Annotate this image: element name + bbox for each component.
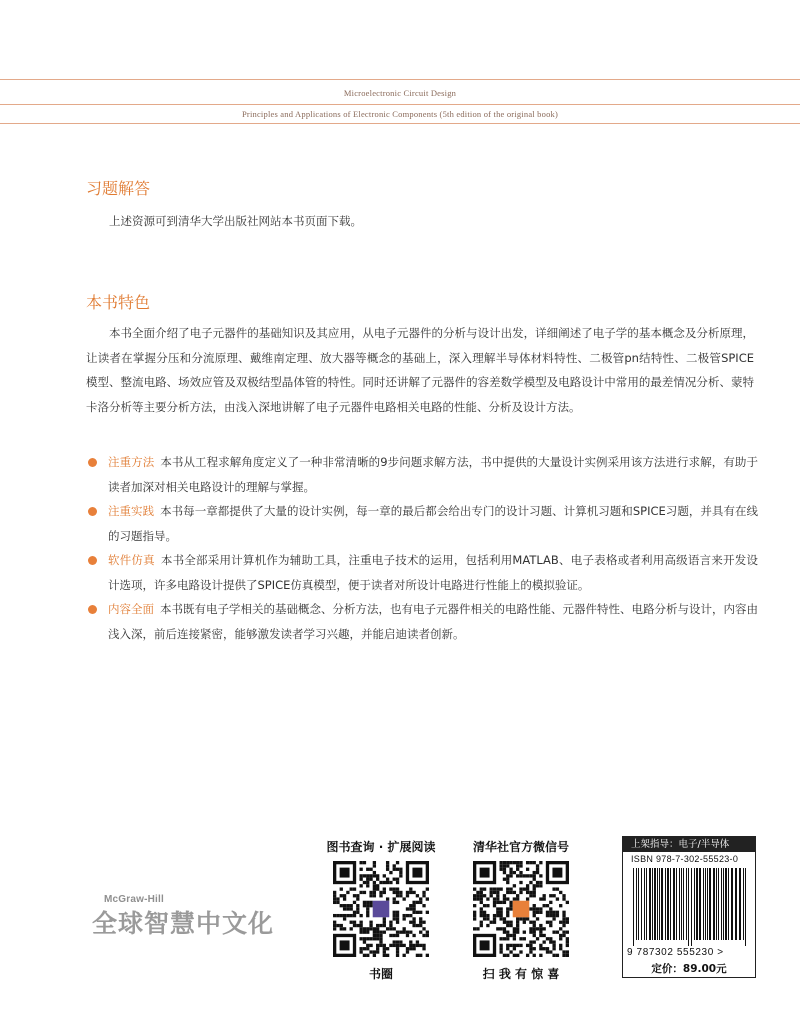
- qr-title: 清华社官方微信号: [472, 840, 569, 854]
- header-rule-top: [0, 79, 800, 80]
- section-title-answers: 习题解答: [86, 179, 151, 198]
- bullet-text: 本书从工程求解角度定义了一种非常清晰的9步问题求解方法，书中提供的大量设计实例采用该方法进行求解，有助于读者加深对相关电路设计的理解与掌握。: [108, 455, 759, 494]
- bullet-dot-icon: [88, 458, 97, 467]
- logo-chinese-slogan: 全球智慧中文化: [92, 909, 275, 938]
- barcode-icon: [629, 868, 751, 946]
- qr-code-icon: [333, 861, 429, 957]
- feature-bullet-list: [86, 450, 758, 646]
- bullet-keyword: 注重实践: [108, 504, 155, 518]
- bullet-keyword: 内容全面: [108, 602, 154, 616]
- mcgraw-hill-logo: McGraw-Hill: [104, 894, 164, 905]
- header-rule-middle: [0, 104, 800, 105]
- isbn-number: ISBN 978-7-302-55523-0: [631, 854, 739, 864]
- qr-caption: 书圈: [368, 967, 393, 981]
- header-rule-bottom: [0, 123, 800, 124]
- bullet-text: 本书每一章都提供了大量的设计实例，每一章的最后都会给出专门的设计习题、计算机习题和SPICE习题，并具有在线的习题指导。: [108, 504, 759, 543]
- bullet-dot-icon: [88, 507, 97, 516]
- bullet-text: 本书既有电子学相关的基础概念、分析方法，也有电子元器件相关的电路性能、元器件特性、电路分析与设计，内容由浅入深，前后连接紧密，能够激发读者学习兴趣，并能启迪读者创新。: [108, 602, 758, 641]
- qr-block-book-lookup: [316, 838, 446, 982]
- qr-block-wechat: [456, 838, 586, 982]
- qr-title: 图书查询 · 扩展阅读: [326, 840, 436, 854]
- qr-caption: 扫 我 有 惊 喜: [482, 967, 560, 981]
- bullet-text: 本书全部采用计算机作为辅助工具，注重电子技术的运用，包括利用MATLAB、电子表格或者利用高级语言来开发设计选项，许多电路设计提供了SPICE仿真模型，便于读者对所设计电路进行性能上的模拟验证。: [108, 553, 758, 592]
- bullet-dot-icon: [88, 556, 97, 565]
- bullet-keyword: 注重方法: [108, 455, 155, 469]
- price-label: 定价：89.00元: [651, 963, 727, 975]
- barcode-digits: 9 787302 555230 >: [627, 947, 724, 958]
- bullet-dot-icon: [88, 605, 97, 614]
- features-paragraph: 本书全面介绍了电子元器件的基础知识及其应用，从电子元器件的分析与设计出发，详细阐述了电子学的基本概念及分析原理，让读者在掌握分压和分流原理、戴维南定理、放大器等概念的基础上，深入理解半导体材料特性、二极管pn结特性、二极管SPICE模型、整流电路、场效应管及双极结型晶体管的特性。同时还讲解了元器件的容差数学模型及电路设计中常用的最差情况分析、蒙特卡洛分析等主要分析方法，由浅入深地讲解了电子元器件电路相关电路的性能、分析及设计方法。: [86, 326, 754, 414]
- qr-code-icon: [473, 861, 569, 957]
- shelf-category: 上架指导：电子/半导体: [623, 837, 755, 852]
- feature-bullet: [86, 450, 758, 499]
- feature-bullet: [86, 499, 758, 548]
- isbn-barcode-box: [622, 836, 756, 978]
- feature-bullet: [86, 597, 758, 646]
- header-title-en: Microelectronic Circuit Design: [343, 88, 457, 98]
- answers-text: 上述资源可到清华大学出版社网站本书页面下载。: [109, 214, 362, 228]
- feature-bullet: [86, 548, 758, 597]
- header-subtitle-en: Principles and Applications of Electronic Components (5th edition of the original book): [241, 109, 559, 119]
- bullet-keyword: 软件仿真: [108, 553, 155, 567]
- section-title-features: 本书特色: [86, 293, 151, 312]
